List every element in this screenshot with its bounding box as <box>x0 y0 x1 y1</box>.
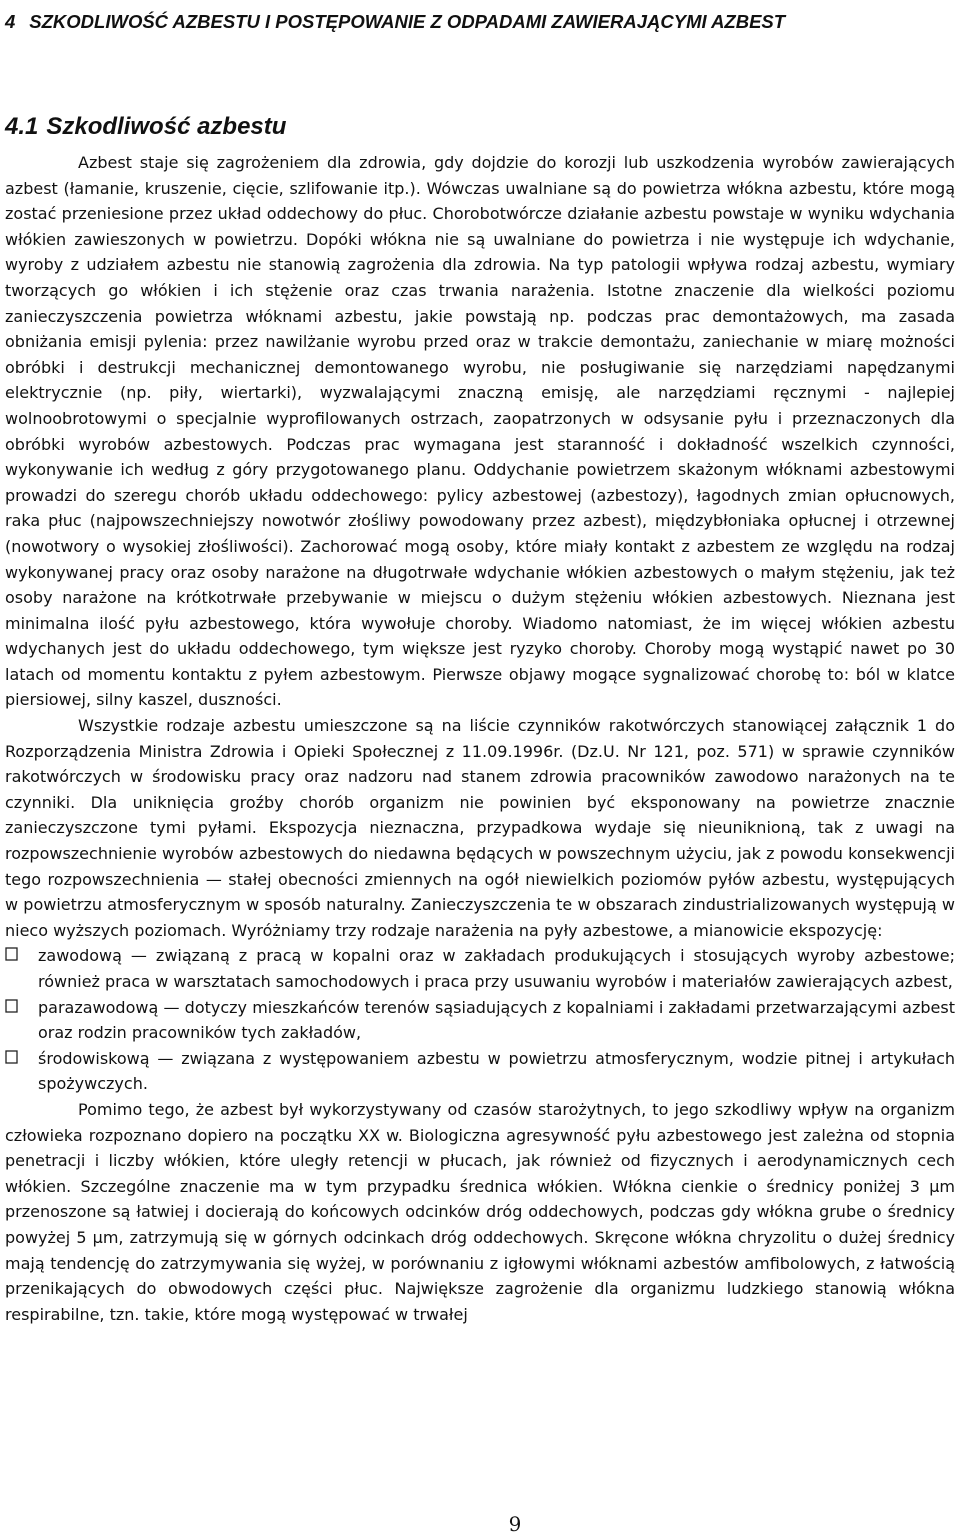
chapter-heading <box>5 8 955 35</box>
square-bullet-icon <box>5 999 18 1013</box>
section-number: 4.1 <box>5 113 39 140</box>
square-bullet-icon <box>5 947 18 961</box>
list-item-text: środowiskową — związana z występowaniem azbestu w powietrzu atmosferycznym, wodzie pitnej i artykułach spożywczych. <box>38 1048 955 1094</box>
section-heading <box>5 112 905 142</box>
paragraph: Pomimo tego, że azbest był wykorzystywany od czasów starożytnych, to jego szkodliwy wpływ na organizm człowieka rozpoznano dopiero na początku XX w. Biologiczna agresywność pyłu azbestowego jest zależna od stopnia penetracji i liczby włókien, które uległy retencji w płucach, jak również od fizycznych i aerodynamicznych cech włókien. Szczególne znaczenie ma w tym przypadku średnica włókien. Włókna cienkie o średnicy poniżej 3 µm przenoszone są łatwiej i docierają do końcowych odcinków dróg oddechowych, podczas gdy włókna grube o średnicy powyżej 5 µm, zatrzymują się w górnych odcinkach dróg oddechowych. Skręcone włókna chryzolitu o dużej średnicy mają tendencję do zatrzymywania się wyżej, w porównaniu z igłowymi włóknami azbestów amfibolowych, z łatwością przenikających do obwodowych części płuc. Największe zagrożenie dla organizmu ludzkiego stanowią włókna respirabilne, tzn. takie, które mogą występować w trwałej <box>5 1099 955 1324</box>
chapter-number: 4 <box>5 11 16 32</box>
list-item <box>5 995 955 1046</box>
paragraph: Wszystkie rodzaje azbestu umieszczone są na liście czynników rakotwórczych stanowiącej załącznik 1 do Rozporządzenia Ministra Zdrowia i Opieki Społecznej z 11.09.1996r. (Dz.U. Nr 121, poz. 571) w sprawie czynników rakotwórczych w środowisku pracy oraz nadzoru nad stanem zdrowia pracowników zawodowo narażonych na te czynniki. Dla uniknięcia groźby chorób organizm nie powinien być eksponowany na powietrze znacznie zanieczyszczone tymi pyłami. Ekspozycja nieznaczna, przypadkowa wydaje się nieuniknioną, tak z uwagi na rozpowszechnienie wyrobów azbestowych do niedawna będących w powszechnym użyciu, jak z powodu konsekwencji tego rozpowszechnienia — stałej obecności zmiennych na ogół niewielkich poziomów pyłów azbestu, występujących w powietrzu atmosferycznym w sposób naturalny. Zanieczyszczenia te w obszarach zindustrializowanych występują w nieco wyższych poziomach. Wyróżniamy trzy rodzaje narażenia na pyły azbestowe, a mianowicie ekspozycję: <box>5 716 955 940</box>
list-item-text: parazawodową — dotyczy mieszkańców terenów sąsiadujących z kopalniami i zakładami przetwarzającymi azbest oraz rodzin pracowników tych zakładów, <box>38 997 955 1043</box>
square-bullet-icon <box>5 1050 18 1064</box>
body-text <box>5 150 955 1327</box>
section-title: Szkodliwość azbestu <box>46 113 287 140</box>
list-item <box>5 943 955 994</box>
paragraph: Azbest staje się zagrożeniem dla zdrowia, gdy dojdzie do korozji lub uszkodzenia wyrobów zawierających azbest (łamanie, kruszenie, cięcie, szlifowanie itp.). Wówczas uwalniane są do powietrza włókna azbestu, które mogą zostać przeniesione przez układ oddechowy do płuc. Chorobotwórcze działanie azbestu powstaje w wyniku wdychania włókien zawieszonych w powietrzu. Dopóki włókna nie są uwalniane do powietrza i nie występuje ich wdychanie, wyroby z udziałem azbestu nie stanowią zagrożenia dla zdrowia. Na typ patologii wpływa rodzaj azbestu, wymiary tworzących go włókien i ich stężenie oraz czas trwania narażenia. Istotne znaczenie dla wielkości poziomu zanieczyszczenia powietrza włóknami azbestu, jakie powstają np. podczas prac demontażowych, ma zasada obniżania emisji pylenia: przez nawilżanie wyrobu przed oraz w trakcie demontażu, zaniechanie w miarę możności obróbki i destrukcji mechanicznej demontowanego wyrobu, nie posługiwanie się narzędziami napędzanymi elektrycznie (np. piły, wiertarki), wyzwalającymi znaczną emisję, ale narzędziami ręcznymi - najlepiej wolnoobrotowymi o specjalnie wyprofilowanych ostrzach, zaopatrzonych w odsysanie pyłu i przeznaczonych dla obróbki wyrobów azbestowych. Podczas prac wymagana jest staranność i dokładność wszelkich czynności, wykonywanie ich według z góry przygotowanego planu. Oddychanie powietrzem skażonym włóknami azbestowymi prowadzi do szeregu chorób układu oddechowego: pylicy azbestowej (azbestozy), łagodnych zmian opłucnowych, raka płuc (najpowszechniejszy nowotwór złośliwy powodowany przez azbest), międzybłoniaka opłucnej i otrzewnej (nowotwory o wysokiej złośliwości). Zachorować mogą osoby, które miały kontakt z azbestem ze względu na rodzaj wykonywanej pracy oraz osoby narażone na długotrwałe wdychanie włókien azbestowych o małym stężeniu, jak też osoby narażone na krótkotrwałe przebywanie w miejscu o dużym stężeniu włókien azbestowych. Nieznana jest minimalna ilość pyłu azbestowego, która wywołuje choroby. Wiadomo natomiast, że im więcej włókien azbestu wdychanych jest do układu oddechowego, tym większe jest ryzyko choroby. Choroby mogą wystąpić nawet po 30 latach od momentu kontaktu z pyłem azbestowym. Pierwsze objawy mogące sygnalizować chorobę to: ból w klatce piersiowej, silny kaszel, duszności. <box>5 153 955 710</box>
page-number: 9 <box>508 1512 522 1536</box>
chapter-title: SZKODLIWOŚĆ AZBESTU I POSTĘPOWANIE Z ODPADAMI ZAWIERAJĄCYMI AZBEST <box>29 11 786 32</box>
list-item <box>5 1046 955 1097</box>
list-item-text: zawodową — związaną z pracą w kopalni oraz w zakładach produkujących i stosujących wyroby azbestowe; również praca w warsztatach samochodowych i praca przy usuwaniu wyrobów i materiałów zawierających azbest, <box>38 946 955 991</box>
exposure-list <box>5 943 955 1097</box>
